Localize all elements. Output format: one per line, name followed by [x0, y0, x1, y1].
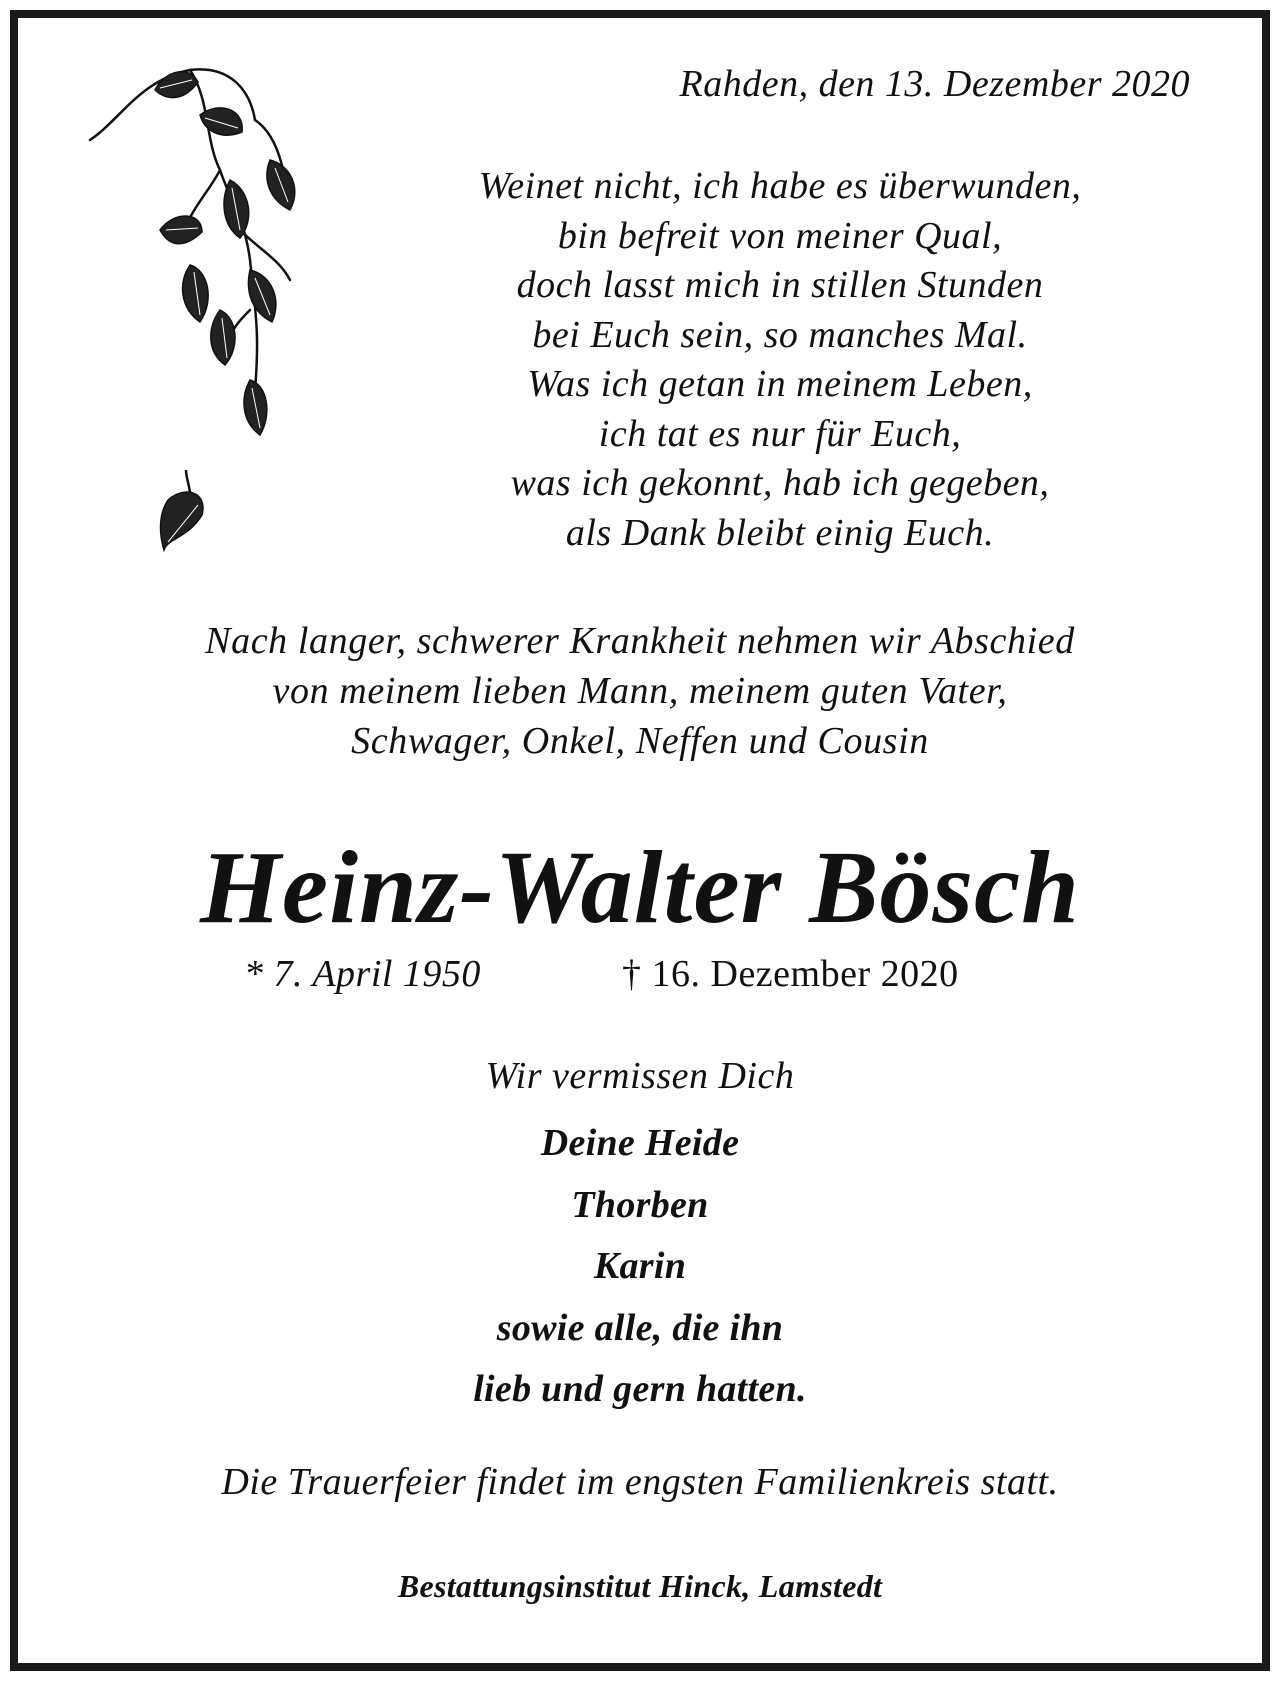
- mourner-line: Karin: [593, 1245, 687, 1287]
- miss-line: Wir vermissen Dich: [485, 1055, 795, 1097]
- intro-line: Nach langer, schwerer Krankheit nehmen wir Abschied: [205, 620, 1075, 662]
- mourner-line: Deine Heide: [540, 1122, 740, 1164]
- undertaker: Bestattungsinstitut Hinck, Lamstedt: [397, 1568, 883, 1604]
- mourners-list: [40, 1113, 1240, 1421]
- mourner-line: lieb und gern hatten.: [473, 1368, 807, 1410]
- poem-line: Was ich getan in meinem Leben,: [527, 363, 1033, 405]
- poem-line: Weinet nicht, ich habe es überwunden,: [478, 165, 1082, 207]
- deceased-name: Heinz-Walter Bösch: [200, 830, 1080, 945]
- funeral-note: Die Trauerfeier findet im engsten Familienkreis statt.: [221, 1461, 1059, 1503]
- leaf-branch-icon: [80, 60, 320, 600]
- mourner-line: sowie alle, die ihn: [496, 1306, 784, 1349]
- intro-line: von meinem lieben Mann, meinem guten Vater,: [272, 670, 1008, 712]
- intro-line: Schwager, Onkel, Neffen und Cousin: [351, 720, 929, 762]
- poem-line: als Dank bleibt einig Euch.: [565, 511, 995, 554]
- mourner-line: Thorben: [571, 1183, 709, 1226]
- poem-line: bin befreit von meiner Qual,: [557, 214, 1003, 257]
- poem-line: doch lasst mich in stillen Stunden: [516, 264, 1044, 306]
- falling-leaf-icon: [161, 470, 203, 550]
- poem: [380, 162, 1180, 558]
- death-date: † 16. Dezember 2020: [622, 953, 959, 995]
- poem-line: bei Euch sein, so manches Mal.: [532, 313, 1028, 356]
- poem-line: ich tat es nur für Euch,: [598, 412, 962, 455]
- intro-text: [40, 616, 1240, 766]
- birth-date: * 7. April 1950: [244, 953, 481, 995]
- dateline: Rahden, den 13. Dezember 2020: [679, 63, 1190, 105]
- poem-line: was ich gekonnt, hab ich gegeben,: [510, 462, 1050, 504]
